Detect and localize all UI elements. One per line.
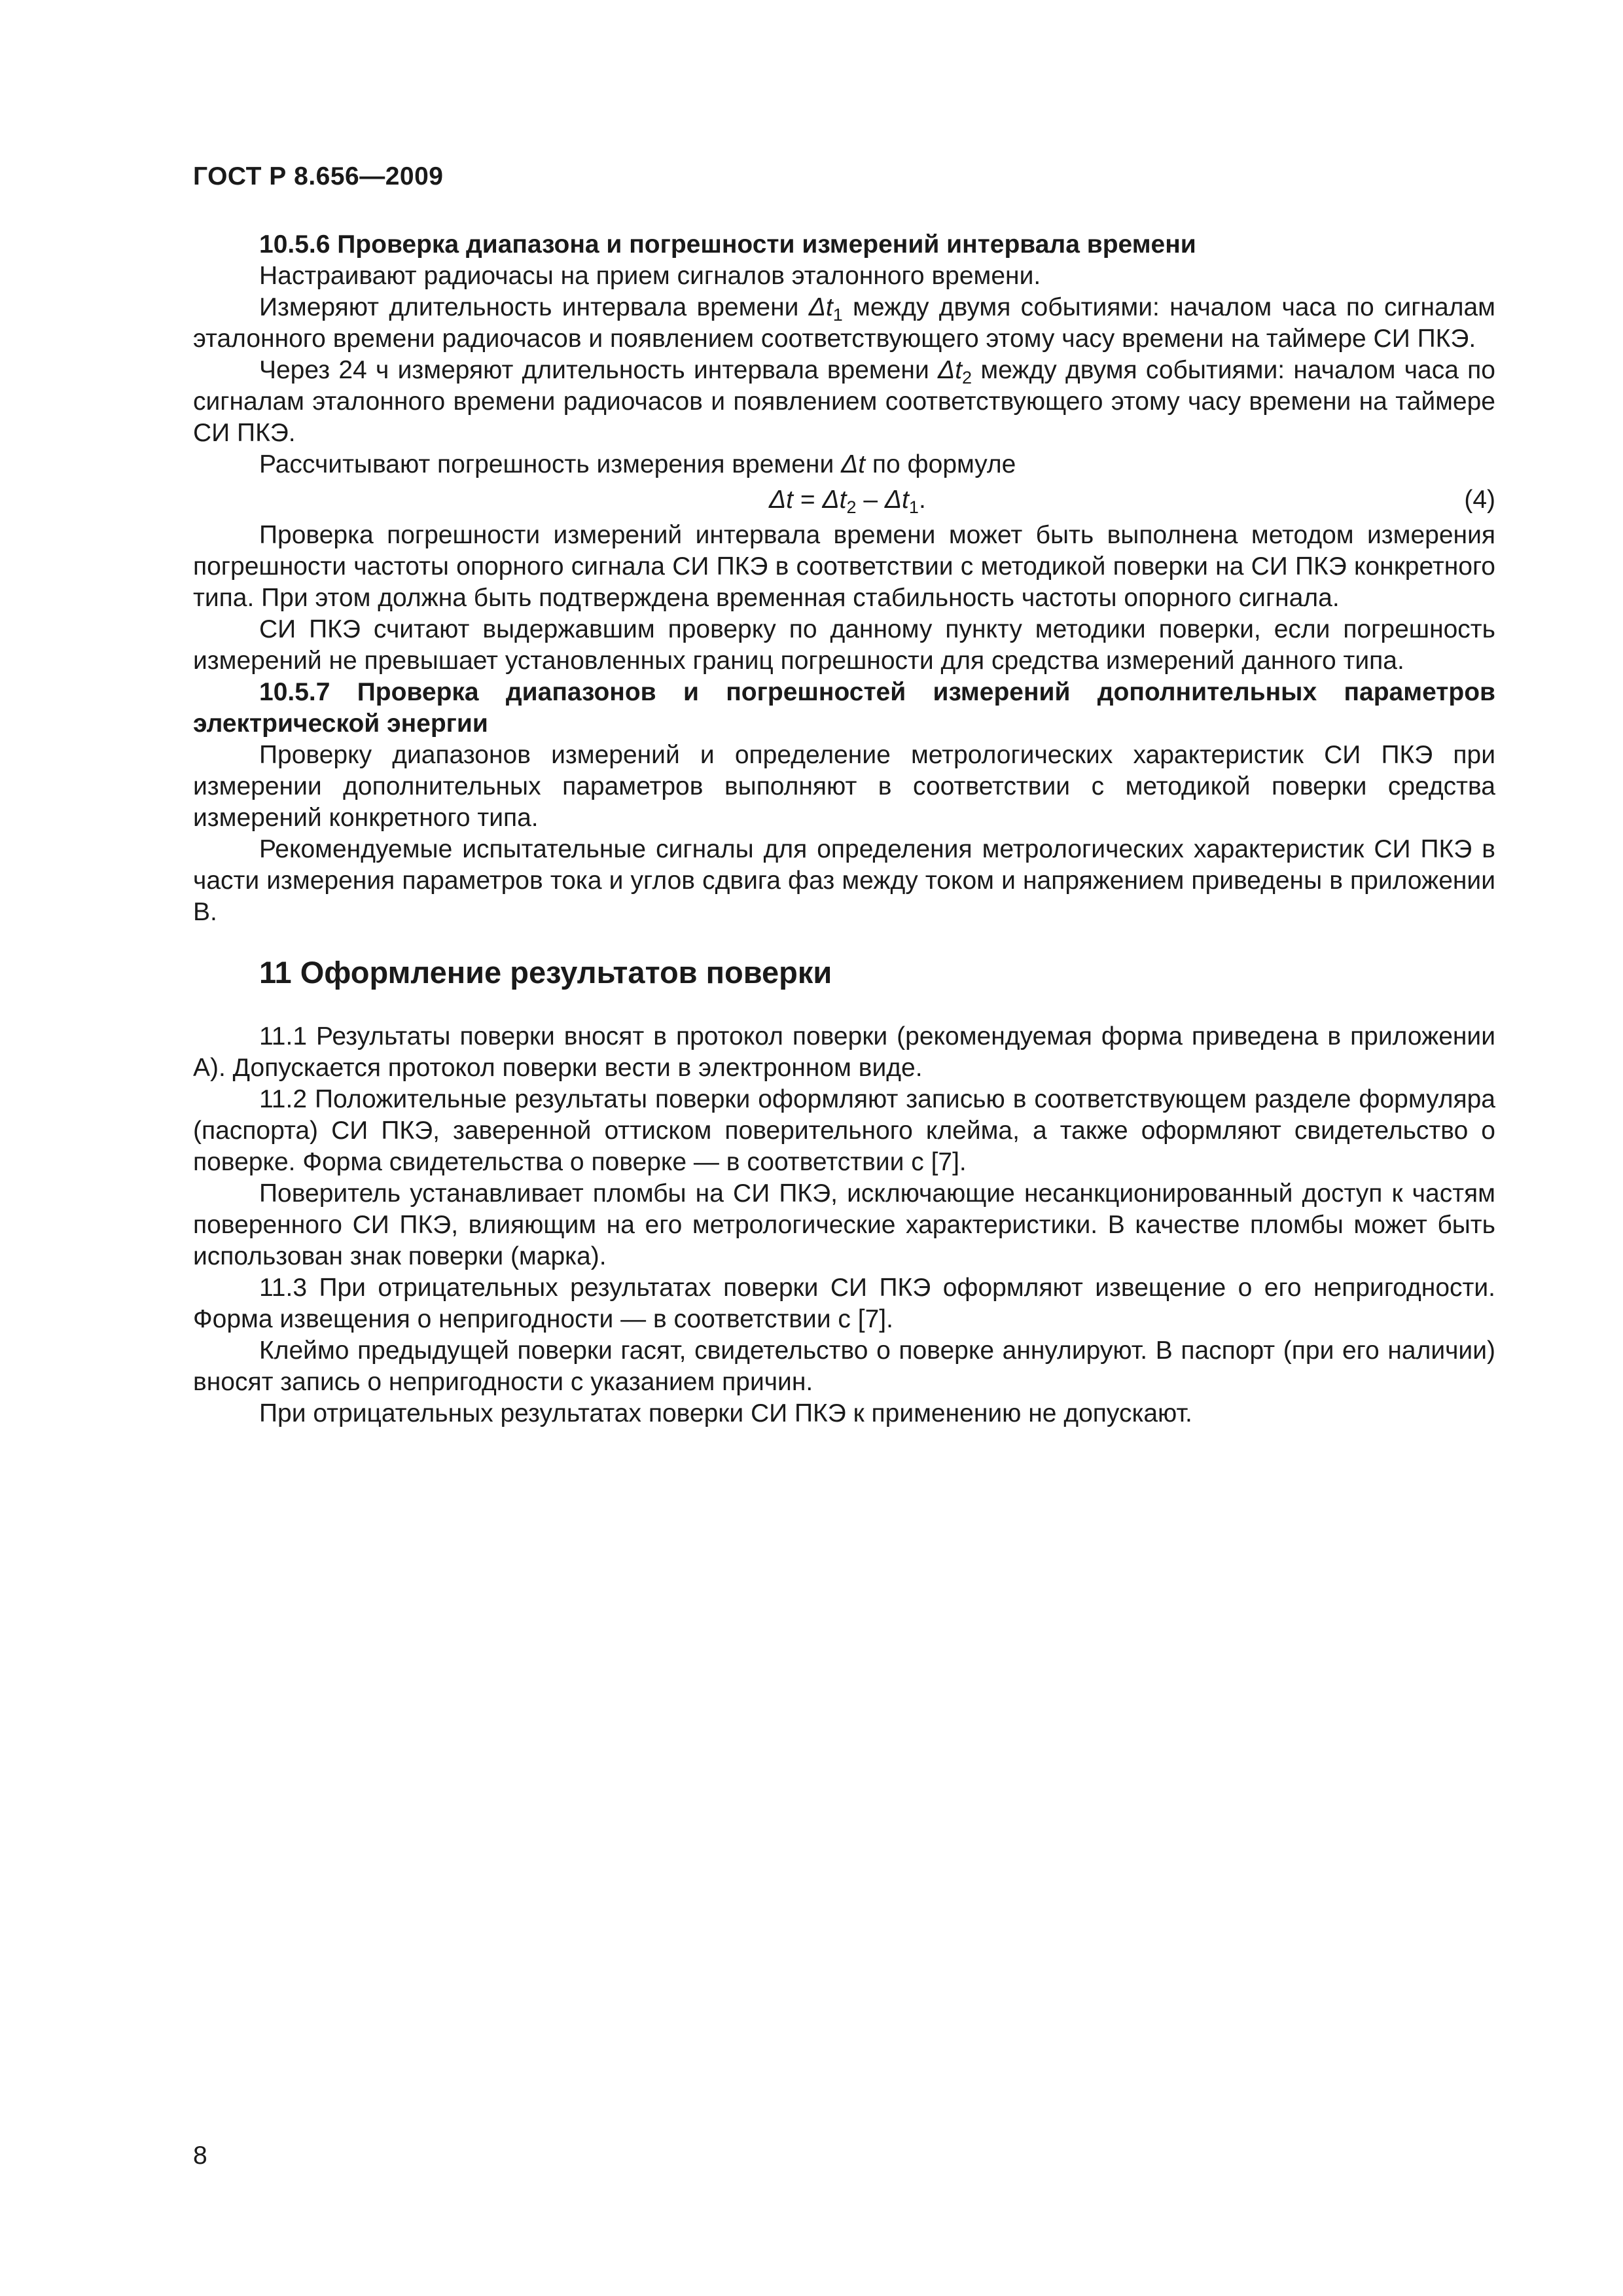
section-11-title: 11 Оформление результатов поверки: [259, 955, 832, 990]
document-header: ГОСТ Р 8.656—2009: [193, 162, 444, 190]
formula: [769, 480, 926, 520]
paragraph: Поверитель устанавливает пломбы на СИ ПКЭ, исключающие несанкционированный доступ к частям поверенного СИ ПКЭ, влияющим на его метрологические характеристики. В качестве пломбы может быть использован знак поверки (марка).: [193, 1179, 1495, 1270]
formula-lhs: Δt: [769, 486, 794, 514]
text-run: Измеряют длительность интервала времени: [259, 293, 809, 321]
formula-line: [193, 480, 1495, 520]
paragraph: Проверку диапазонов измерений и определение метрологических характеристик СИ ПКЭ при измерении дополнительных параметров выполняют в соответствии с методикой поверки средства измерений конкретного типа.: [193, 741, 1495, 832]
text-run: между двумя событиями: началом часа по сигналам эталонного времени радиочасов и появлением соответствующего этому часу времени на таймере СИ ПКЭ.: [193, 293, 1495, 353]
subscript: 1: [832, 305, 843, 325]
paragraph: При отрицательных результатах поверки СИ ПКЭ к применению не допускают.: [259, 1399, 1192, 1427]
formula-number: (4): [1464, 486, 1495, 514]
paragraph: Рекомендуемые испытательные сигналы для определения метрологических характеристик СИ ПКЭ в части измерения параметров тока и углов сдвига фаз между током и напряжением приведены в приложении В.: [193, 835, 1495, 926]
delta-t-var: Δt: [841, 450, 866, 478]
paragraph: Проверка погрешности измерений интервала времени может быть выполнена методом измерения погрешности частоты опорного сигнала СИ ПКЭ в соответствии с методикой поверки на СИ ПКЭ конкретного типа. При этом должна быть подтверждена временная стабильность частоты опорного сигнала.: [193, 521, 1495, 612]
paragraph: Клеймо предыдущей поверки гасят, свидетельство о поверке аннулируют. В паспорт (при его наличии) вносят запись о непригодности с указанием причин.: [193, 1336, 1495, 1396]
delta-t1-var: Δt: [808, 293, 833, 321]
formula-t1-sub: 1: [908, 497, 919, 517]
clause-10-5-6-title: 10.5.6 Проверка диапазона и погрешности измерений интервала времени: [259, 230, 1196, 259]
text-run: Рассчитывают погрешность измерения времени: [259, 450, 842, 478]
formula-end: .: [918, 486, 926, 514]
formula-minus: –: [856, 486, 885, 514]
formula-t2: Δt: [822, 486, 847, 514]
formula-t1: Δt: [884, 486, 909, 514]
page-number: 8: [193, 2142, 207, 2170]
paragraph: 11.2 Положительные результаты поверки оформляют записью в соответствующем разделе формуляра (паспорта) СИ ПКЭ, заверенной оттиском поверительного клейма, а также оформляют свидетельство о поверке. Форма свидетельства о поверке — в соответствии с [7].: [193, 1085, 1495, 1176]
formula-t2-sub: 2: [846, 497, 857, 517]
paragraph: [193, 355, 1495, 449]
delta-t2-var: Δt: [938, 356, 963, 384]
paragraph: Настраивают радиочасы на прием сигналов эталонного времени.: [259, 262, 1041, 290]
text-run: Через 24 ч измеряют длительность интервала времени: [259, 356, 938, 384]
paragraph: [193, 292, 1495, 355]
formula-eq: =: [793, 486, 823, 514]
text-run: по формуле: [865, 450, 1016, 478]
paragraph: [193, 449, 1495, 480]
paragraph: 11.3 При отрицательных результатах поверки СИ ПКЭ оформляют извещение о его непригодности. Форма извещения о непригодности — в соответствии с [7].: [193, 1274, 1495, 1333]
clause-10-5-7-title: 10.5.7 Проверка диапазонов и погрешностей измерений дополнительных параметров электрической энергии: [193, 678, 1495, 738]
paragraph: СИ ПКЭ считают выдержавшим проверку по данному пункту методики поверки, если погрешность измерений не превышает установленных границ погрешности для средства измерений данного типа.: [193, 615, 1495, 675]
text-run: между двумя событиями: началом часа по сигналам эталонного времени радиочасов и появлением соответствующего этому часу времени на таймере СИ ПКЭ.: [193, 356, 1495, 447]
subscript: 2: [962, 368, 972, 387]
paragraph: 11.1 Результаты поверки вносят в протокол поверки (рекомендуемая форма приведена в приложении А). Допускается протокол поверки вести в электронном виде.: [193, 1022, 1495, 1082]
page-body: [193, 229, 1495, 1429]
